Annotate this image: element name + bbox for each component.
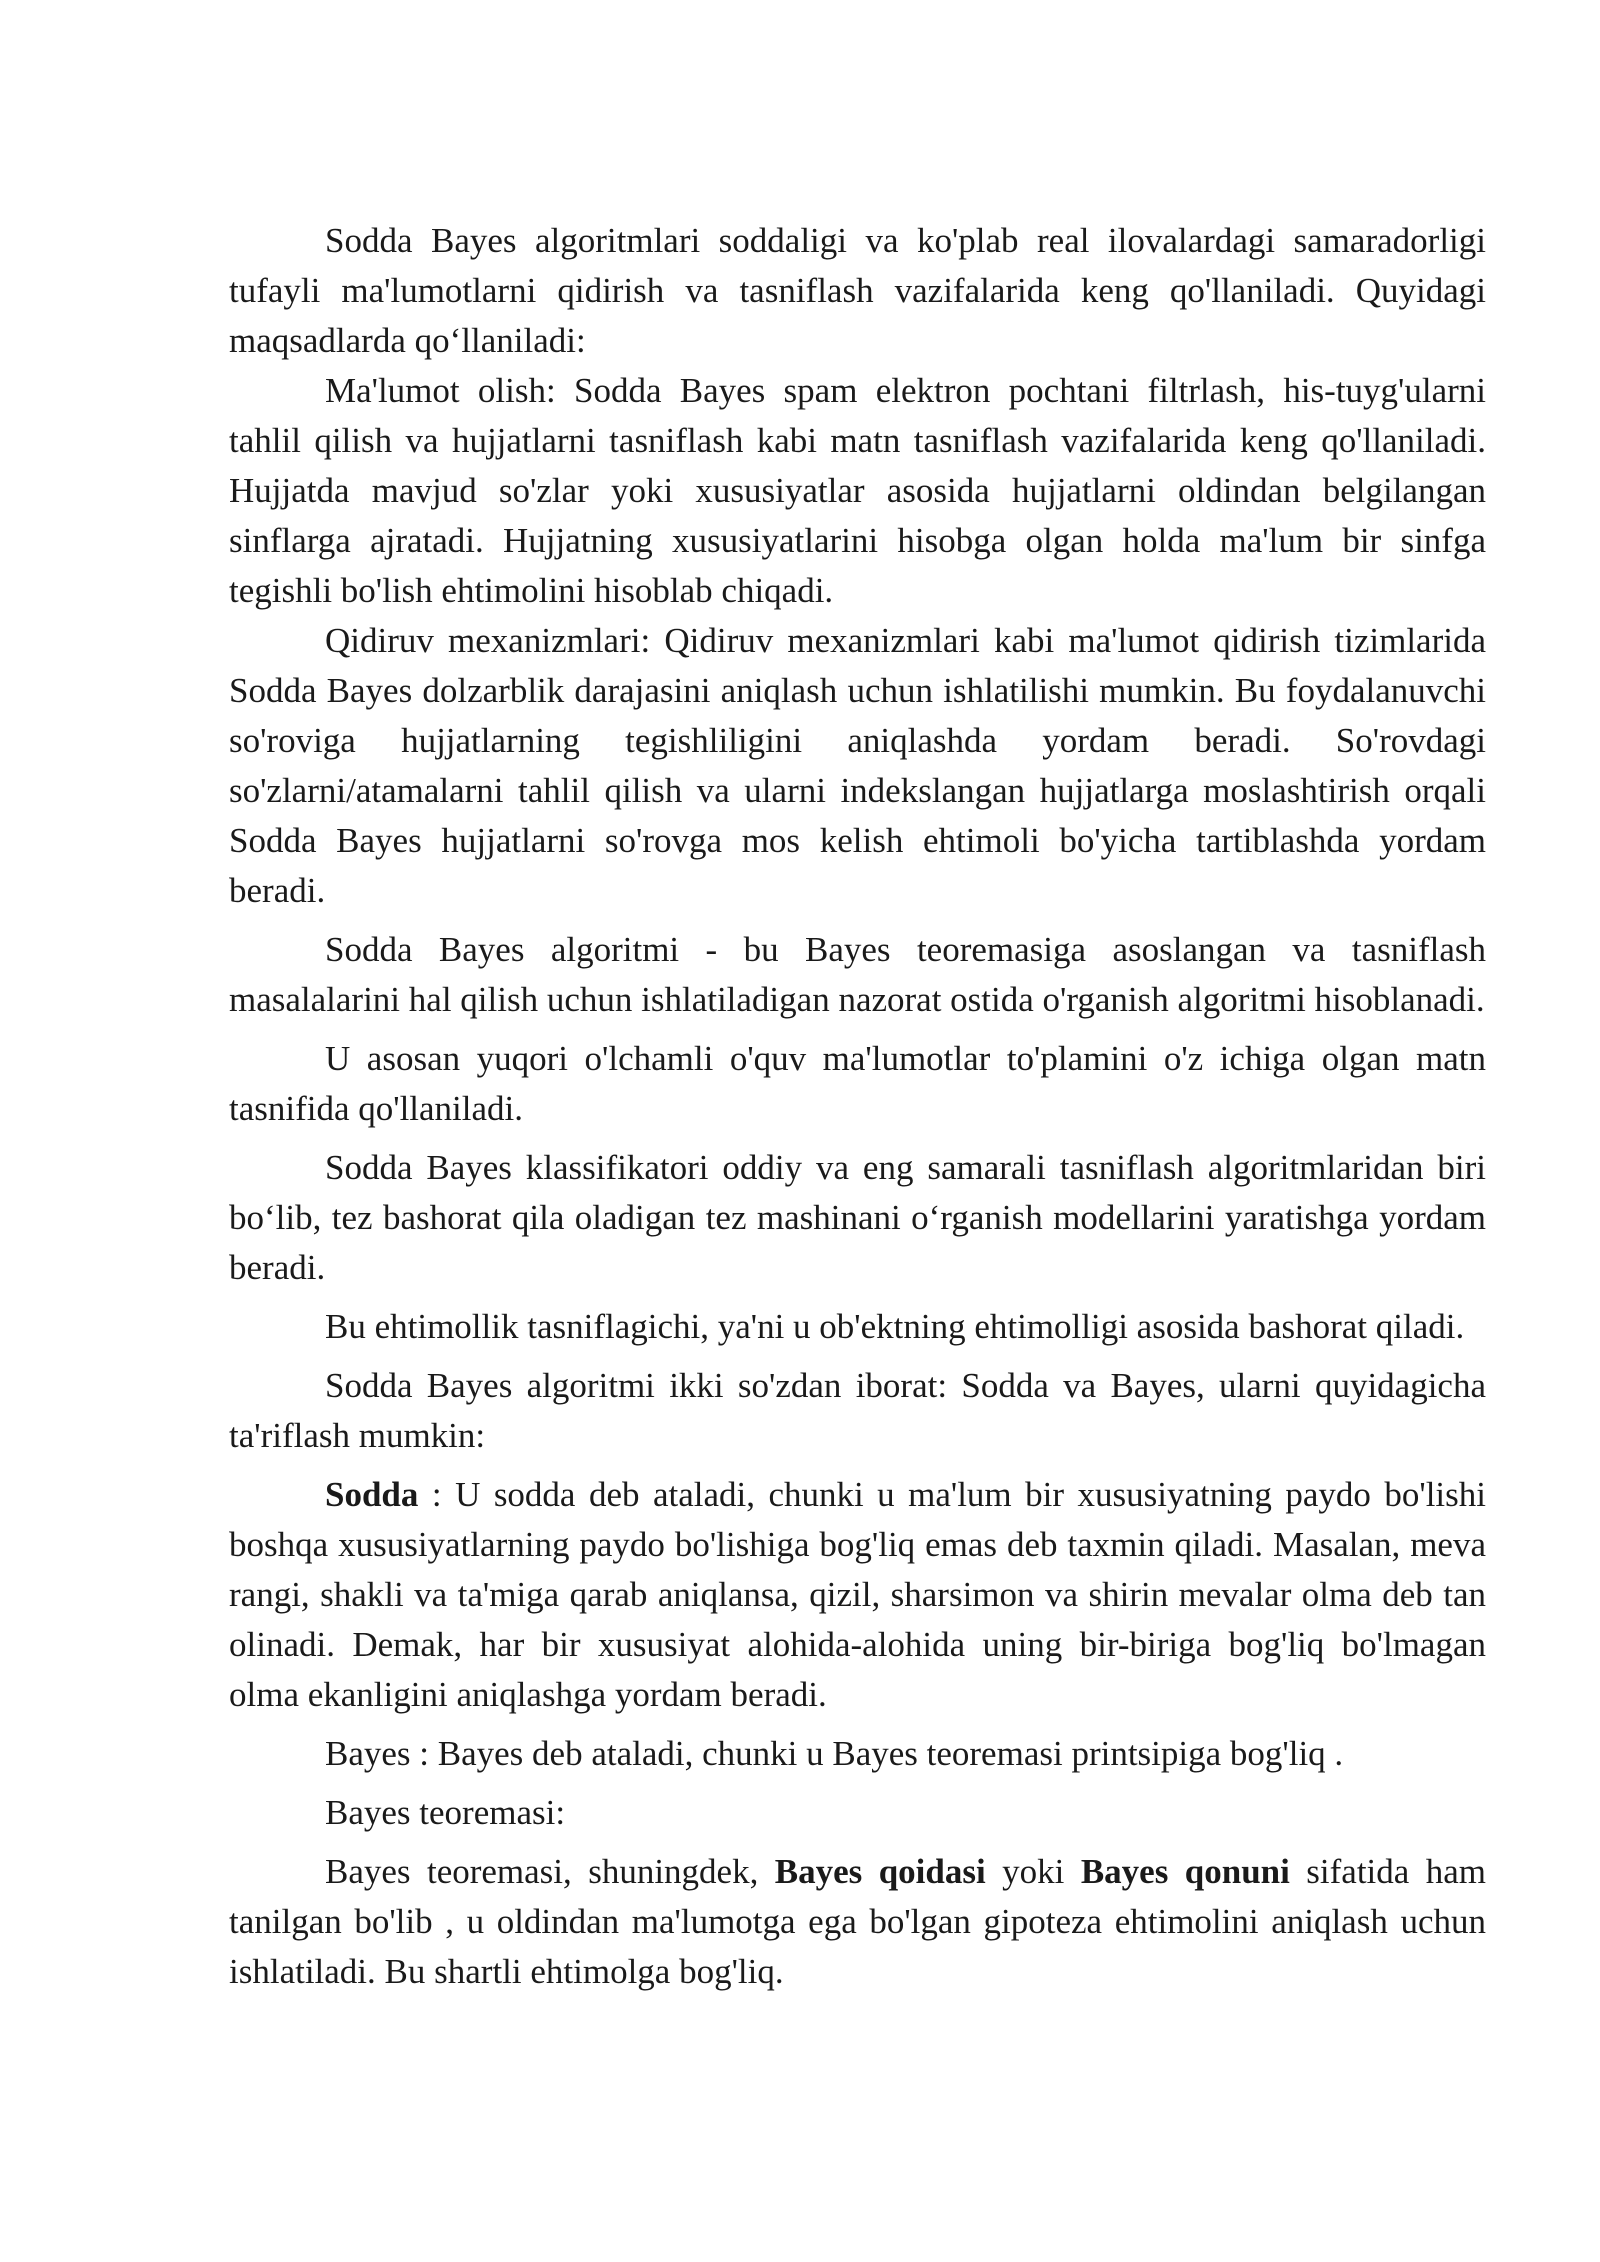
term-sodda: Sodda xyxy=(325,1475,419,1514)
paragraph-theorem xyxy=(229,1847,1486,1997)
paragraph-classifier: Sodda Bayes klassifikatori oddiy va eng samarali tasniflash algoritmlaridan biri bo‘lib, tez bashorat qila oladigan tez mashinani o‘rganish modellarini yaratishga yordam beradi. xyxy=(229,1148,1486,1287)
paragraph-intro: Sodda Bayes algoritmlari soddaligi va ko'plab real ilovalardagi samaradorligi tufayli ma'lumotlarni qidirish va tasniflash vazifalarida keng qo'llaniladi. Quyidagi maqsadlarda qo‘llaniladi: xyxy=(229,221,1486,360)
paragraph-theorem-pre: Bayes teoremasi, shuningdek, xyxy=(325,1852,775,1891)
paragraph-text-classification: U asosan yuqori o'lchamli o'quv ma'lumotlar to'plamini o'z ichiga olgan matn tasnifida qo'llaniladi. xyxy=(229,1039,1486,1128)
term-bayes-rule: Bayes qoidasi xyxy=(774,1852,986,1891)
paragraph-information-retrieval: Ma'lumot olish: Sodda Bayes spam elektron pochtani filtrlash, his-tuyg'ularni tahlil qilish va hujjatlarni tasniflash kabi matn tasniflash vazifalarida keng qo'llaniladi. Hujjatda mavjud so'zlar yoki xususiyatlar asosida hujjatlarni oldindan belgilangan sinflarga ajratadi. Hujjatning xususiyatlarini hisobga olgan holda ma'lum bir sinfga tegishli bo'lish ehtimolini hisoblab chiqadi. xyxy=(229,371,1486,610)
paragraph-two-words: Sodda Bayes algoritmi ikki so'zdan iborat: Sodda va Bayes, ularni quyidagicha ta'riflash mumkin: xyxy=(229,1366,1486,1455)
paragraph-search-engines: Qidiruv mexanizmlari: Qidiruv mexanizmlari kabi ma'lumot qidirish tizimlarida Sodda Bayes dolzarblik darajasini aniqlash uchun ishlatilishi mumkin. Bu foydalanuvchi so'roviga hujjatlarning tegishliligini aniqlashda yordam beradi. So'rovdagi so'zlarni/atamalarni tahlil qilish va ularni indekslangan hujjatlarga moslashtirish orqali Sodda Bayes hujjatlarni so'rovga mos kelish ehtimoli bo'yicha tartiblashda yordam beradi. xyxy=(229,621,1486,910)
term-bayes-law: Bayes qonuni xyxy=(1080,1852,1290,1891)
paragraph-theorem-post: sifatida ham tanilgan bo'lib , u oldindan ma'lumotga ega bo'lgan gipoteza ehtimolini aniqlash uchun ishlatiladi. Bu shartli ehtimolga bog'liq. xyxy=(229,1852,1487,1991)
paragraph-sodda-text: : U sodda deb ataladi, chunki u ma'lum bir xususiyatning paydo bo'lishi boshqa xususiyatlarning paydo bo'lishiga bog'liq emas deb taxmin qiladi. Masalan, meva rangi, shakli va ta'miga qarab aniqlansa, qizil, sharsimon va shirin mevalar olma deb tan olinadi. Demak, har bir xususiyat alohida-alohida uning bir-biriga bog'liq bo'lmagan olma ekanligini aniqlashga yordam beradi. xyxy=(229,1475,1486,1714)
paragraph-theorem-mid: yoki xyxy=(985,1852,1081,1891)
paragraph-probabilistic: Bu ehtimollik tasniflagichi, ya'ni u ob'ektning ehtimolligi asosida bashorat qiladi. xyxy=(325,1307,1465,1346)
paragraph-bayes: Bayes : Bayes deb ataladi, chunki u Bayes teoremasi printsipiga bog'liq . xyxy=(325,1734,1344,1773)
paragraph-definition: Sodda Bayes algoritmi - bu Bayes teoremasiga asoslangan va tasniflash masalalarini hal qilish uchun ishlatiladigan nazorat ostida o'rganish algoritmi hisoblanadi. xyxy=(229,930,1486,1019)
document-page xyxy=(229,216,1486,1997)
paragraph-sodda xyxy=(229,1470,1486,1720)
paragraph-theorem-heading: Bayes teoremasi: xyxy=(325,1793,566,1832)
